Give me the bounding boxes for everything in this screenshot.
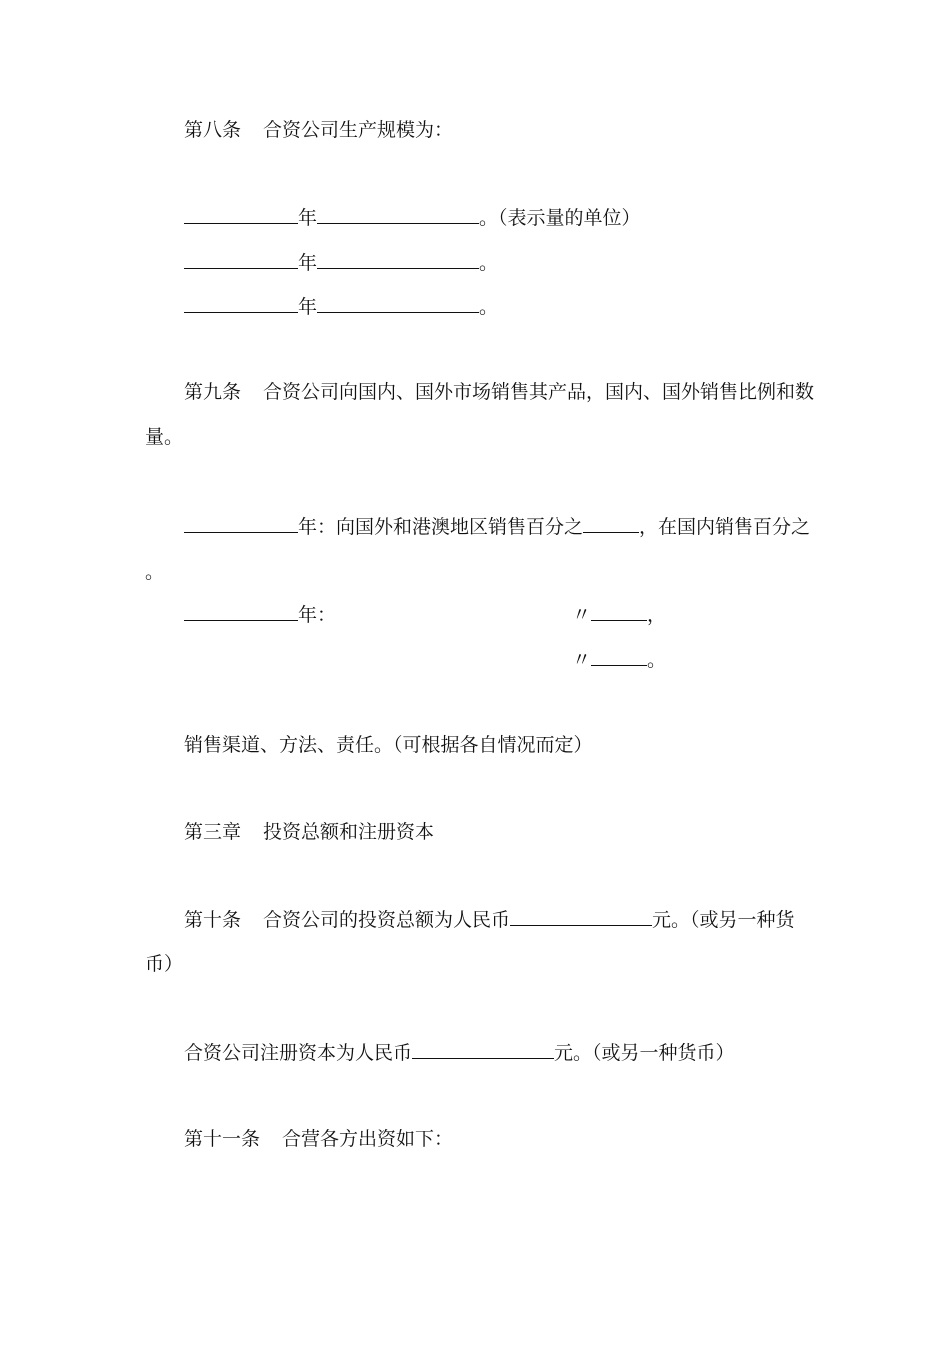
article-10-line [184,907,795,932]
year-label: 年 [298,296,318,318]
sales-text-2: ，在国内销售百分之 [639,516,811,538]
ditto-end: ， [647,604,667,626]
percent-blank [591,602,647,621]
article-8-line [184,118,453,142]
article-10-line-2: 币） [145,953,184,975]
percent-blank [583,514,639,533]
ditto-row-1 [572,602,666,627]
row-end: 。 [479,296,499,318]
year-label: 年： [298,604,337,626]
sales-row-1-cont: 。 [145,561,165,583]
sales-text: 向国外和港澳地区销售百分之 [336,516,584,538]
quantity-blank [317,205,479,224]
amount-blank [510,907,652,926]
year-blank [184,514,298,533]
article-9-line-2: 量。 [145,426,184,448]
article-8-text: 合资公司生产规模为： [263,119,454,141]
year-label: 年 [298,252,318,274]
chapter-3-heading [184,820,434,844]
registered-capital-text: 合资公司注册资本为人民币 [184,1042,413,1064]
chapter-3-title: 投资总额和注册资本 [263,821,435,843]
article-9-line [184,380,814,404]
amount-blank [412,1040,554,1059]
article-11-heading: 第十一条 [184,1128,261,1150]
article-10-text-b: 元。（或另一种货 [652,909,795,931]
ditto-mark: 〃 [572,649,592,671]
row-end: 。（表示量的单位） [479,207,641,229]
row-end: 。 [479,252,499,274]
year-blank [184,602,298,621]
ditto-end: 。 [647,649,667,671]
year-label: 年 [298,207,318,229]
sales-row-2 [184,602,336,627]
article-10-heading: 第十条 [184,909,242,931]
sales-channels: 销售渠道、方法、责任。（可根据各自情况而定） [184,734,593,756]
article-11-text: 合营各方出资如下： [282,1128,454,1150]
article-8-heading: 第八条 [184,119,242,141]
article-11-line [184,1127,453,1151]
percent-blank [591,647,647,666]
quantity-blank [317,294,479,313]
ditto-row-2 [572,647,666,672]
production-row-3 [184,294,498,319]
ditto-mark: 〃 [572,604,592,626]
article-9-heading: 第九条 [184,381,242,403]
article-9-text: 合资公司向国内、国外市场销售其产品，国内、国外销售比例和数 [263,381,815,403]
registered-capital-text-b: 元。（或另一种货币） [554,1042,735,1064]
registered-capital-line [184,1040,735,1065]
year-label: 年： [298,516,337,538]
year-blank [184,294,298,313]
production-row-2 [184,250,498,275]
article-10-text: 合资公司的投资总额为人民币 [263,909,511,931]
chapter-3-number: 第三章 [184,821,242,843]
year-blank [184,250,298,269]
year-blank [184,205,298,224]
quantity-blank [317,250,479,269]
sales-row-1 [184,514,810,539]
production-row-1 [184,205,641,230]
